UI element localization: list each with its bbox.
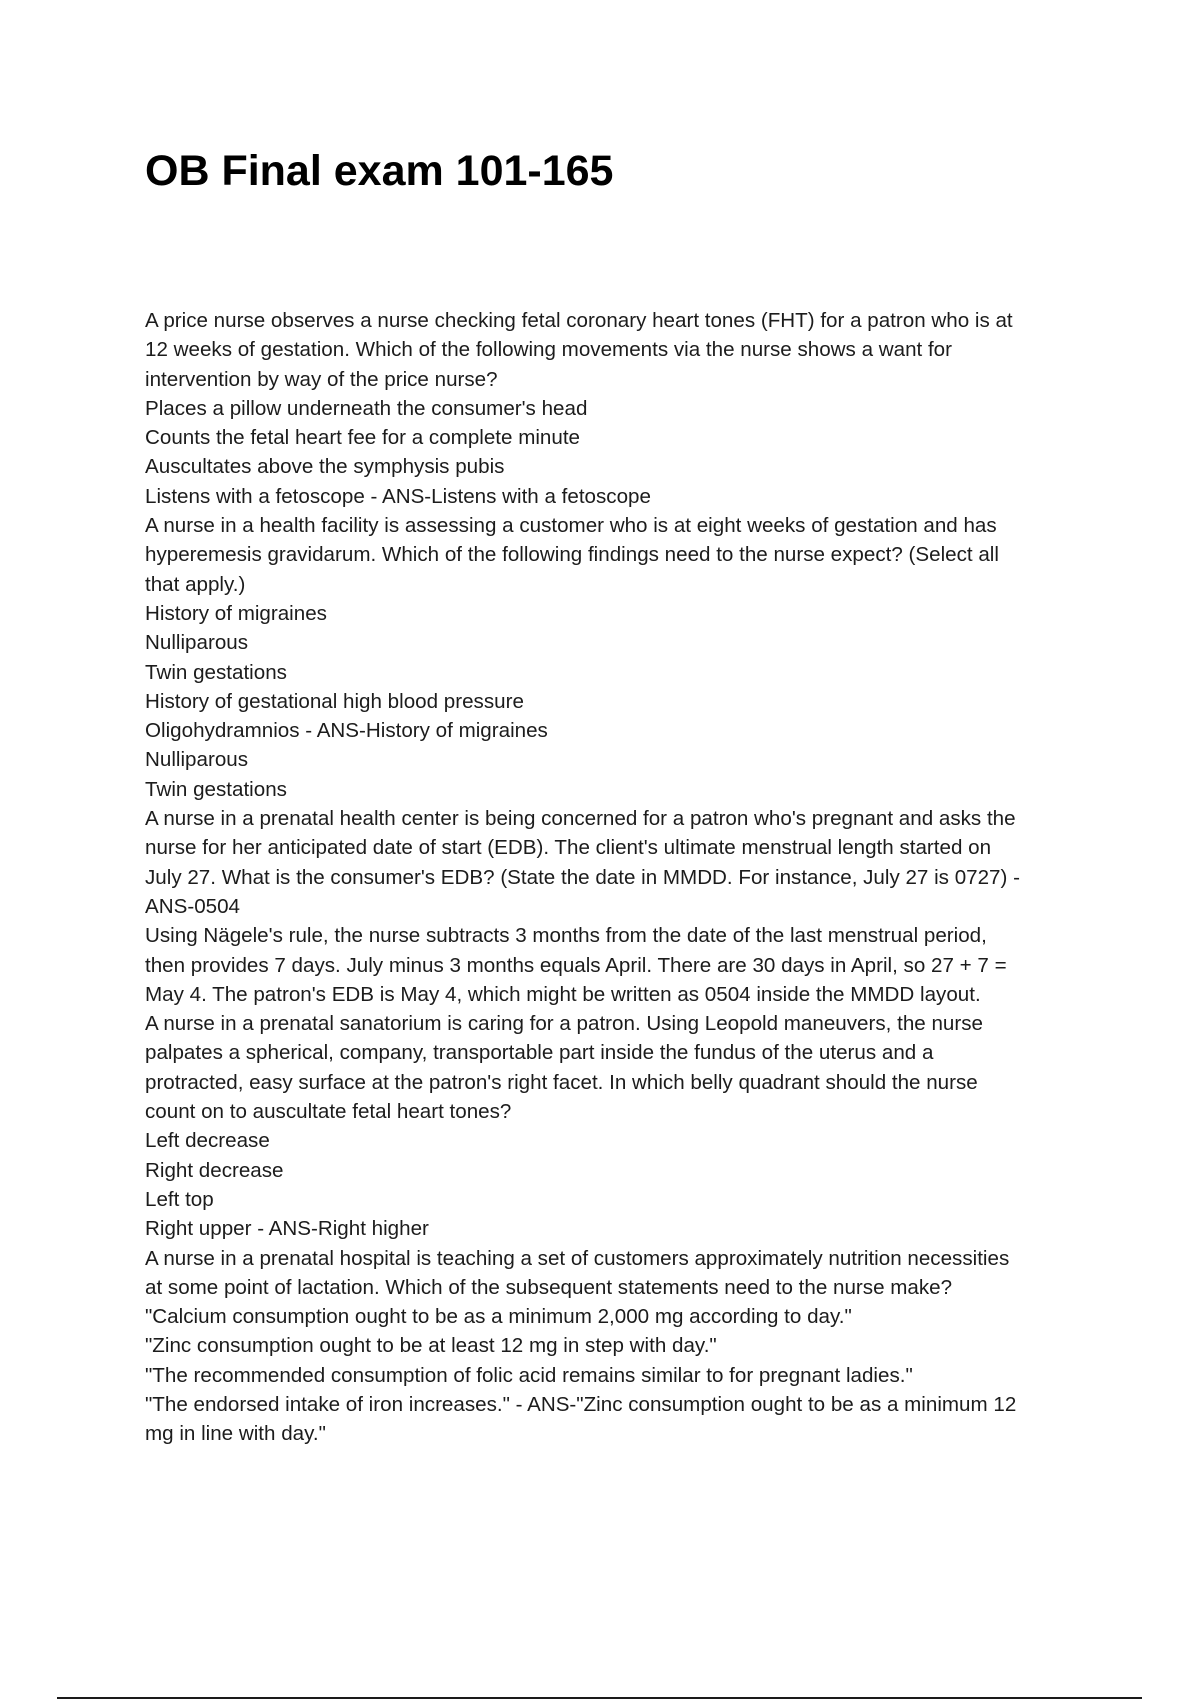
text-line: Using Nägele's rule, the nurse subtracts 3 months from the date of the last menstrual period, (145, 924, 987, 948)
text-line: Right upper - ANS-Right higher (145, 1217, 429, 1241)
document-title: OB Final exam 101-165 (145, 147, 614, 195)
text-line: A nurse in a prenatal hospital is teaching a set of customers approximately nutrition necessities (145, 1246, 1010, 1270)
text-line: May 4. The patron's EDB is May 4, which might be written as 0504 inside the MMDD layout. (145, 982, 981, 1006)
text-line: July 27. What is the consumer's EDB? (State the date in MMDD. For instance, July 27 is 0727) - (145, 865, 1020, 889)
text-line: A nurse in a health facility is assessing a customer who is at eight weeks of gestation and has (145, 514, 997, 538)
text-line: Auscultates above the symphysis pubis (145, 455, 505, 479)
text-line: History of migraines (145, 601, 327, 625)
text-line: A nurse in a prenatal sanatorium is caring for a patron. Using Leopold maneuvers, the nurse (145, 1012, 983, 1036)
text-line: "The endorsed intake of iron increases." - ANS-"Zinc consumption ought to be as a minimum 12 (145, 1392, 1017, 1416)
text-line: ANS-0504 (145, 894, 241, 918)
text-line: Nulliparous (145, 748, 249, 772)
text-line: Listens with a fetoscope - ANS-Listens with a fetoscope (145, 484, 651, 508)
text-line: A price nurse observes a nurse checking fetal coronary heart tones (FHT) for a patron who is at (145, 309, 1013, 332)
text-line: intervention by way of the price nurse? (145, 367, 498, 391)
text-line: Counts the fetal heart fee for a complete minute (145, 426, 581, 450)
text-line: count on to auscultate fetal heart tones? (145, 1100, 512, 1124)
footer-divider (57, 1697, 1142, 1699)
text-line: History of gestational high blood pressure (145, 689, 524, 713)
text-line: Twin gestations (145, 777, 287, 801)
text-line: A nurse in a prenatal health center is being concerned for a patron who's pregnant and asks the (145, 807, 1016, 831)
text-line: Left decrease (145, 1129, 270, 1153)
text-line: "Calcium consumption ought to be as a minimum 2,000 mg according to day." (145, 1305, 852, 1329)
text-line: 12 weeks of gestation. Which of the following movements via the nurse shows a want for (145, 338, 952, 362)
text-line: "The recommended consumption of folic acid remains similar to for pregnant ladies." (145, 1363, 913, 1387)
text-line: Right decrease (145, 1158, 284, 1182)
text-line: hyperemesis gravidarum. Which of the following findings need to the nurse expect? (Select all (145, 543, 999, 567)
text-line: palpates a spherical, company, transportable part inside the fundus of the uterus and a (145, 1041, 934, 1065)
text-line: that apply.) (145, 572, 246, 596)
text-line: then provides 7 days. July minus 3 months equals April. There are 30 days in April, so 27 + 7 = (145, 953, 1007, 977)
text-line: nurse for her anticipated date of start (EDB). The client's ultimate menstrual length started on (145, 836, 992, 860)
text-line: Left top (145, 1187, 214, 1211)
text-line: mg in line with day." (145, 1422, 326, 1446)
document-body (145, 306, 1095, 1449)
text-line: Oligohydramnios - ANS-History of migraines (145, 719, 548, 743)
text-line: Nulliparous (145, 631, 249, 655)
text-line: at some point of lactation. Which of the subsequent statements need to the nurse make? (145, 1275, 953, 1299)
text-line: protracted, easy surface at the patron's right facet. In which belly quadrant should the nurse (145, 1070, 978, 1094)
text-line: Twin gestations (145, 660, 287, 684)
text-line: "Zinc consumption ought to be at least 12 mg in step with day." (145, 1334, 717, 1358)
text-line: Places a pillow underneath the consumer's head (145, 396, 588, 420)
